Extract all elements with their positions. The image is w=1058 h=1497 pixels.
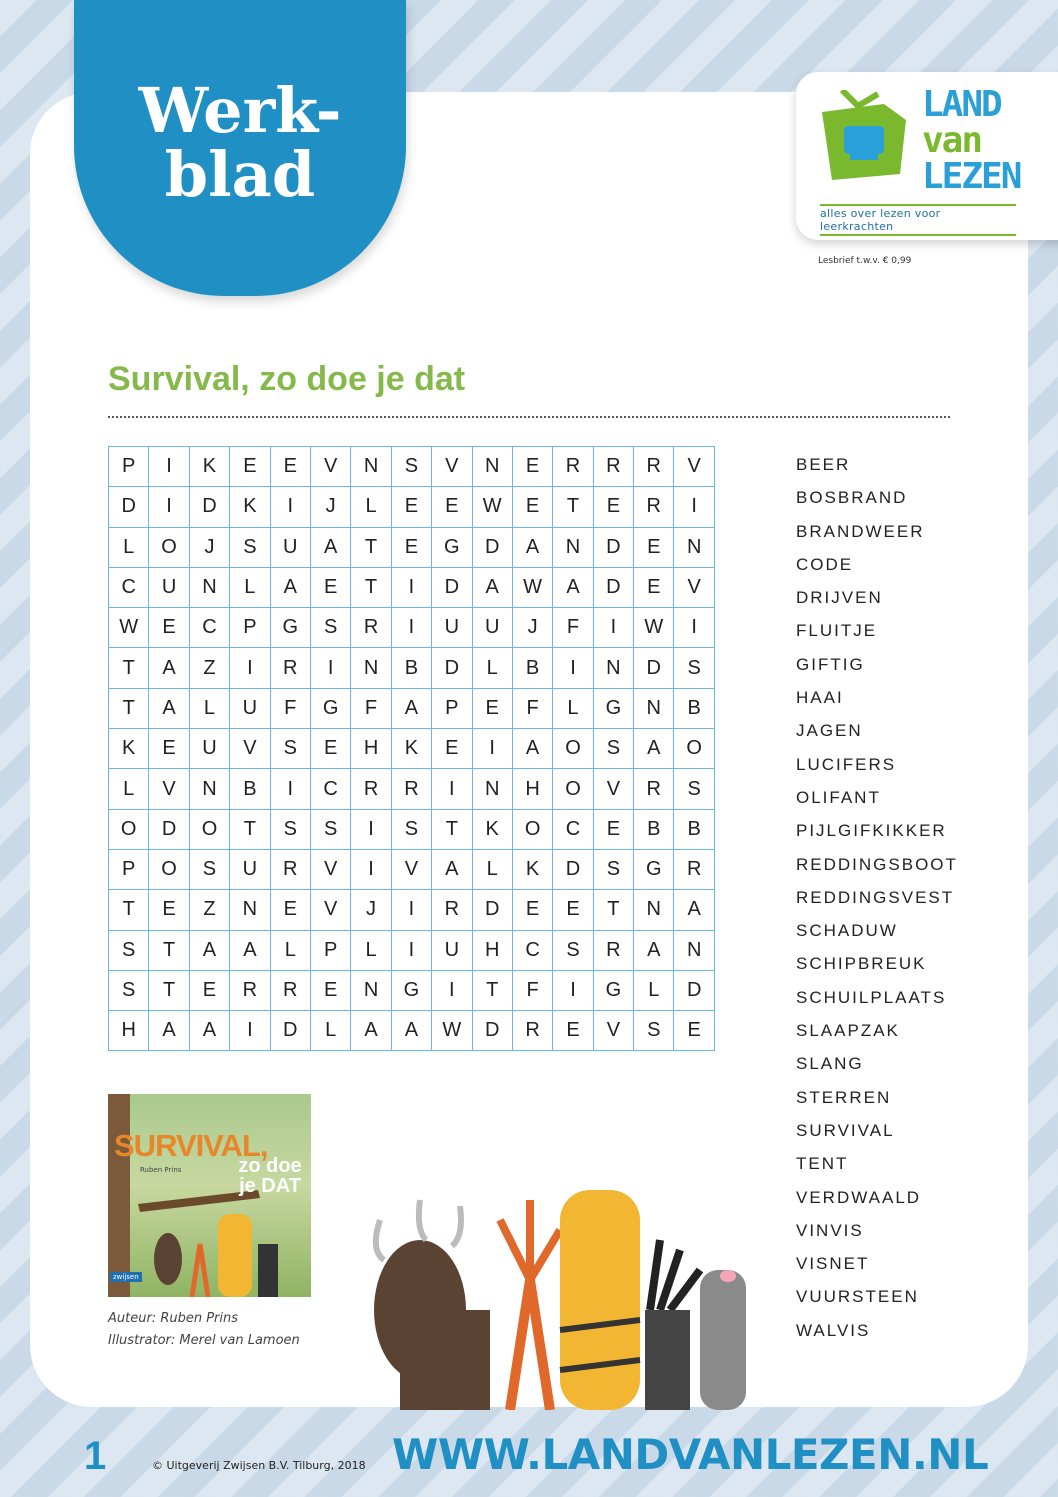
grid-cell[interactable]: L [472,648,512,688]
grid-cell[interactable]: I [553,970,593,1010]
word-list-item: JAGEN [796,721,863,741]
grid-cell[interactable]: V [593,769,633,809]
grid-cell[interactable]: K [109,729,149,769]
grid-cell[interactable]: B [230,769,270,809]
grid-cell[interactable]: G [432,527,472,567]
grid-cell[interactable]: L [109,527,149,567]
grid-cell[interactable]: L [553,688,593,728]
grid-cell[interactable]: R [270,648,310,688]
grid-cell[interactable]: R [432,890,472,930]
grid-cell[interactable]: K [189,447,229,487]
grid-cell[interactable]: V [310,447,350,487]
grid-cell[interactable]: L [230,567,270,607]
grid-cell[interactable]: H [109,1011,149,1051]
grid-cell[interactable]: I [391,567,431,607]
grid-cell[interactable]: L [351,930,391,970]
word-list-item: REDDINGSBOOT [796,854,958,874]
logo-tagline: alles over lezen voor leerkrachten [820,204,1016,236]
grid-cell[interactable]: U [230,849,270,889]
grid-cell[interactable]: N [472,769,512,809]
book-cover[interactable] [108,1094,311,1297]
grid-cell[interactable]: I [230,1011,270,1051]
word-list-item: BRANDWEER [796,521,925,541]
grid-cell[interactable]: I [351,849,391,889]
word-list-item: CODE [796,554,854,574]
grid-cell[interactable]: F [512,688,552,728]
grid-cell[interactable]: E [512,890,552,930]
grid-cell[interactable]: S [230,527,270,567]
grid-cell[interactable]: P [432,688,472,728]
grid-cell[interactable]: N [674,527,714,567]
grid-row [109,930,715,970]
grid-cell[interactable]: T [109,688,149,728]
grid-row [109,487,715,527]
grid-cell[interactable]: I [472,729,512,769]
cover-subtitle: zo doe je DAT [238,1155,302,1197]
grid-cell[interactable]: S [189,849,229,889]
grid-cell[interactable]: A [391,1011,431,1051]
grid-cell[interactable]: N [351,648,391,688]
grid-cell[interactable]: E [432,487,472,527]
grid-cell[interactable]: N [351,970,391,1010]
grid-cell[interactable]: E [230,447,270,487]
word-list-item: STERREN [796,1087,892,1107]
grid-cell[interactable]: D [674,970,714,1010]
grid-cell[interactable]: P [109,447,149,487]
grid-cell[interactable]: A [189,930,229,970]
werkblad-badge [74,0,406,296]
grid-cell[interactable]: E [310,729,350,769]
grid-cell[interactable]: T [553,487,593,527]
grid-cell[interactable]: A [512,729,552,769]
grid-cell[interactable]: G [391,970,431,1010]
grid-cell[interactable]: S [674,769,714,809]
grid-cell[interactable]: E [310,567,350,607]
grid-row [109,567,715,607]
word-list-item: SCHUILPLAATS [796,987,947,1007]
grid-cell[interactable]: I [310,648,350,688]
grid-cell[interactable]: N [351,447,391,487]
word-list-item: REDDINGSVEST [796,887,955,907]
word-list-item: VUURSTEEN [796,1287,919,1307]
grid-cell[interactable]: N [189,567,229,607]
grid-cell[interactable]: I [351,809,391,849]
grid-cell[interactable]: E [270,447,310,487]
grid-cell[interactable]: R [634,769,674,809]
grid-cell[interactable]: S [674,648,714,688]
grid-cell[interactable]: O [189,809,229,849]
grid-cell[interactable]: N [634,688,674,728]
grid-cell[interactable]: G [634,849,674,889]
grid-cell[interactable]: D [149,809,189,849]
grid-cell[interactable]: R [674,849,714,889]
grid-cell[interactable]: L [634,970,674,1010]
grid-cell[interactable]: L [310,1011,350,1051]
grid-cell[interactable]: R [512,1011,552,1051]
logo-word-van: van [922,120,982,161]
grid-cell[interactable]: R [270,849,310,889]
word-list-item: OLIFANT [796,787,881,807]
grid-cell[interactable]: B [512,648,552,688]
grid-cell[interactable]: U [189,729,229,769]
grid-cell[interactable]: R [634,487,674,527]
dotted-divider [108,416,950,418]
grid-cell[interactable]: D [189,487,229,527]
land-van-lezen-logo[interactable] [796,72,1058,240]
grid-cell[interactable]: W [512,567,552,607]
grid-row [109,809,715,849]
grid-cell[interactable]: E [189,970,229,1010]
grid-cell[interactable]: J [512,608,552,648]
illustrator-credit: Illustrator: Merel van Lamoen [108,1333,300,1348]
grid-cell[interactable]: A [634,930,674,970]
grid-cell[interactable]: D [593,567,633,607]
grid-cell[interactable]: A [310,527,350,567]
grid-cell[interactable]: E [149,890,189,930]
grid-cell[interactable]: C [109,567,149,607]
word-list-item: HAAI [796,688,844,708]
grid-cell[interactable]: E [634,527,674,567]
grid-cell[interactable]: D [270,1011,310,1051]
grid-cell[interactable]: E [472,688,512,728]
grid-cell[interactable]: V [432,447,472,487]
grid-cell[interactable]: W [634,608,674,648]
grid-cell[interactable]: S [109,930,149,970]
grid-cell[interactable]: R [593,447,633,487]
grid-cell[interactable]: O [553,729,593,769]
word-list-item: SURVIVAL [796,1120,895,1140]
grid-cell[interactable]: V [230,729,270,769]
grid-cell[interactable]: E [512,447,552,487]
grid-cell[interactable]: V [310,849,350,889]
grid-cell[interactable]: I [149,487,189,527]
word-list-item: PIJLGIFKIKKER [796,821,947,841]
grid-cell[interactable]: E [553,1011,593,1051]
grid-cell[interactable]: F [512,970,552,1010]
word-list-item: SLANG [796,1054,864,1074]
grid-cell[interactable]: A [553,567,593,607]
grid-cell[interactable]: O [674,729,714,769]
grid-cell[interactable]: N [634,890,674,930]
grid-cell[interactable]: D [593,527,633,567]
grid-row [109,849,715,889]
grid-cell[interactable]: T [109,890,149,930]
grid-cell[interactable]: E [553,890,593,930]
grid-cell[interactable]: O [512,809,552,849]
grid-cell[interactable]: A [230,930,270,970]
grid-cell[interactable]: O [109,809,149,849]
grid-cell[interactable]: I [391,608,431,648]
grid-cell[interactable]: E [149,608,189,648]
grid-cell[interactable]: E [149,729,189,769]
word-list-item: SCHADUW [796,921,898,941]
grid-cell[interactable]: E [634,567,674,607]
grid-cell[interactable]: I [270,487,310,527]
grid-cell[interactable]: L [270,930,310,970]
grid-cell[interactable]: W [472,487,512,527]
grid-cell[interactable]: I [270,769,310,809]
word-list-item: BEER [796,455,851,474]
grid-cell[interactable]: F [270,688,310,728]
grid-cell[interactable]: S [634,1011,674,1051]
grid-cell[interactable]: E [512,487,552,527]
grid-cell[interactable]: L [351,487,391,527]
word-list [796,455,958,1354]
logo-word-land: LAND [922,84,1001,125]
grid-cell[interactable]: A [149,688,189,728]
grid-cell[interactable]: U [472,608,512,648]
cover-title: SURVIVAL, [114,1128,268,1163]
grid-cell[interactable]: A [189,1011,229,1051]
grid-cell[interactable]: S [553,930,593,970]
grid-cell[interactable]: I [593,608,633,648]
grid-cell[interactable]: N [189,769,229,809]
grid-cell[interactable]: H [512,769,552,809]
grid-cell[interactable]: D [109,487,149,527]
grid-cell[interactable]: T [351,527,391,567]
grid-cell[interactable]: A [674,890,714,930]
grid-row [109,769,715,809]
grid-cell[interactable]: S [270,729,310,769]
grid-cell[interactable]: S [270,809,310,849]
grid-cell[interactable]: V [310,890,350,930]
grid-cell[interactable]: D [472,527,512,567]
grid-cell[interactable]: H [472,930,512,970]
grid-cell[interactable]: R [634,447,674,487]
grid-cell[interactable]: E [310,970,350,1010]
grid-cell[interactable]: T [432,809,472,849]
grid-cell[interactable]: R [230,970,270,1010]
grid-cell[interactable]: S [593,729,633,769]
grid-cell[interactable]: E [391,487,431,527]
grid-cell[interactable]: N [674,930,714,970]
word-list-item: SLAAPZAK [796,1021,900,1041]
grid-cell[interactable]: U [270,527,310,567]
grid-cell[interactable]: P [310,930,350,970]
grid-cell[interactable]: E [593,809,633,849]
grid-cell[interactable]: A [270,567,310,607]
grid-cell[interactable]: K [391,729,431,769]
grid-cell[interactable]: G [310,688,350,728]
grid-cell[interactable]: I [391,890,431,930]
word-list-item: BOSBRAND [796,488,908,508]
grid-cell[interactable]: A [149,1011,189,1051]
word-list-item: VERDWAALD [796,1187,922,1207]
grid-row [109,688,715,728]
grid-cell[interactable]: T [593,890,633,930]
grid-cell[interactable]: D [472,1011,512,1051]
word-list-item: VINVIS [796,1220,864,1240]
grid-cell[interactable]: T [109,648,149,688]
grid-cell[interactable]: I [149,447,189,487]
grid-cell[interactable]: C [553,809,593,849]
grid-cell[interactable]: I [432,769,472,809]
word-list-item: TENT [796,1154,849,1174]
grid-cell[interactable]: V [674,567,714,607]
page-title: Survival, zo doe je dat [108,360,466,398]
grid-cell[interactable]: A [149,648,189,688]
grid-cell[interactable]: J [189,527,229,567]
copyright: © Uitgeverij Zwijsen B.V. Tilburg, 2018 [152,1459,366,1472]
grid-cell[interactable]: S [109,970,149,1010]
grid-cell[interactable]: N [230,890,270,930]
grid-cell[interactable]: R [351,608,391,648]
grid-cell[interactable]: A [634,729,674,769]
grid-cell[interactable]: A [391,688,431,728]
grid-cell[interactable]: E [391,527,431,567]
grid-cell[interactable]: S [391,447,431,487]
grid-cell[interactable]: K [512,849,552,889]
grid-cell[interactable]: T [149,930,189,970]
badge-line-1: Werk- [138,74,342,147]
grid-cell[interactable]: B [674,809,714,849]
grid-cell[interactable]: Z [189,648,229,688]
grid-cell[interactable]: N [553,527,593,567]
grid-cell[interactable]: P [230,608,270,648]
grid-cell[interactable]: V [674,447,714,487]
badge-line-2: blad [164,138,316,211]
grid-cell[interactable]: I [391,930,431,970]
grid-cell[interactable]: I [230,648,270,688]
grid-cell[interactable]: W [432,1011,472,1051]
grid-row [109,890,715,930]
grid-row [109,729,715,769]
grid-cell[interactable]: L [109,769,149,809]
grid-cell[interactable]: I [432,970,472,1010]
grid-cell[interactable]: N [593,648,633,688]
grid-cell[interactable]: L [189,688,229,728]
grid-cell[interactable]: K [472,809,512,849]
grid-cell[interactable]: D [472,890,512,930]
grid-cell[interactable]: E [593,487,633,527]
grid-cell[interactable]: R [593,930,633,970]
grid-cell[interactable]: C [310,769,350,809]
grid-row [109,648,715,688]
grid-cell[interactable]: G [270,608,310,648]
grid-cell[interactable]: D [432,648,472,688]
grid-cell[interactable]: E [432,729,472,769]
word-list-item: FLUITJE [796,621,878,641]
grid-cell[interactable]: R [351,769,391,809]
grid-row [109,970,715,1010]
grid-cell[interactable]: I [674,487,714,527]
grid-cell[interactable]: L [472,849,512,889]
grid-cell[interactable]: C [512,930,552,970]
grid-cell[interactable]: T [472,970,512,1010]
grid-cell[interactable]: N [472,447,512,487]
grid-cell[interactable]: F [351,688,391,728]
grid-cell[interactable]: V [149,769,189,809]
grid-cell[interactable]: V [593,1011,633,1051]
word-list-item: LUCIFERS [796,754,897,774]
grid-cell[interactable]: F [553,608,593,648]
grid-cell[interactable]: E [270,890,310,930]
grid-cell[interactable]: B [391,648,431,688]
grid-cell[interactable]: S [593,849,633,889]
website-link[interactable]: WWW.LANDVANLEZEN.NL [392,1430,989,1479]
grid-cell[interactable]: D [634,648,674,688]
grid-cell[interactable]: I [674,608,714,648]
word-list-item: VISNET [796,1254,870,1274]
price-note: Lesbrief t.w.v. € 0,99 [818,256,912,266]
grid-cell[interactable]: V [391,849,431,889]
word-search-grid[interactable] [108,446,715,1051]
grid-row [109,608,715,648]
grid-cell[interactable]: R [270,970,310,1010]
grid-cell[interactable]: U [230,688,270,728]
grid-cell[interactable]: P [109,849,149,889]
grid-row [109,1011,715,1051]
grid-row [109,527,715,567]
grid-cell[interactable]: R [553,447,593,487]
grid-cell[interactable]: T [149,970,189,1010]
grid-cell[interactable]: A [472,567,512,607]
word-list-item: WALVIS [796,1320,871,1340]
grid-cell[interactable]: R [391,769,431,809]
logo-word-lezen: LEZEN [922,156,1021,197]
grid-cell[interactable]: H [351,729,391,769]
grid-cell[interactable]: T [351,567,391,607]
grid-cell[interactable]: B [634,809,674,849]
grid-row [109,447,715,487]
grid-cell[interactable]: A [351,1011,391,1051]
grid-cell[interactable]: U [432,930,472,970]
animal-paws-illustration [360,1160,780,1410]
grid-cell[interactable]: D [553,849,593,889]
cover-publisher: zwijsen [110,1272,142,1282]
grid-cell[interactable]: T [230,809,270,849]
grid-cell[interactable]: U [432,608,472,648]
word-list-item: SCHIPBREUK [796,954,927,974]
grid-cell[interactable]: A [512,527,552,567]
grid-cell[interactable]: S [310,608,350,648]
grid-cell[interactable]: K [230,487,270,527]
page-number: 1 [84,1434,107,1478]
grid-cell[interactable]: A [432,849,472,889]
grid-cell[interactable]: U [149,567,189,607]
grid-cell[interactable]: G [593,970,633,1010]
grid-cell[interactable]: Z [189,890,229,930]
word-list-item: GIFTIG [796,654,865,674]
grid-cell[interactable]: J [351,890,391,930]
grid-cell[interactable]: G [593,688,633,728]
grid-cell[interactable]: C [189,608,229,648]
grid-cell[interactable]: B [674,688,714,728]
grid-cell[interactable]: O [149,527,189,567]
grid-cell[interactable]: S [310,809,350,849]
cover-author: Ruben Prins [140,1166,182,1174]
grid-cell[interactable]: E [674,1011,714,1051]
word-list-item: DRIJVEN [796,588,883,608]
grid-cell[interactable]: W [109,608,149,648]
author-credit: Auteur: Ruben Prins [108,1311,239,1326]
grid-cell[interactable]: J [310,487,350,527]
grid-cell[interactable]: O [553,769,593,809]
grid-cell[interactable]: I [553,648,593,688]
grid-cell[interactable]: S [391,809,431,849]
grid-cell[interactable]: O [149,849,189,889]
tv-logo-icon [814,90,914,186]
grid-cell[interactable]: D [432,567,472,607]
